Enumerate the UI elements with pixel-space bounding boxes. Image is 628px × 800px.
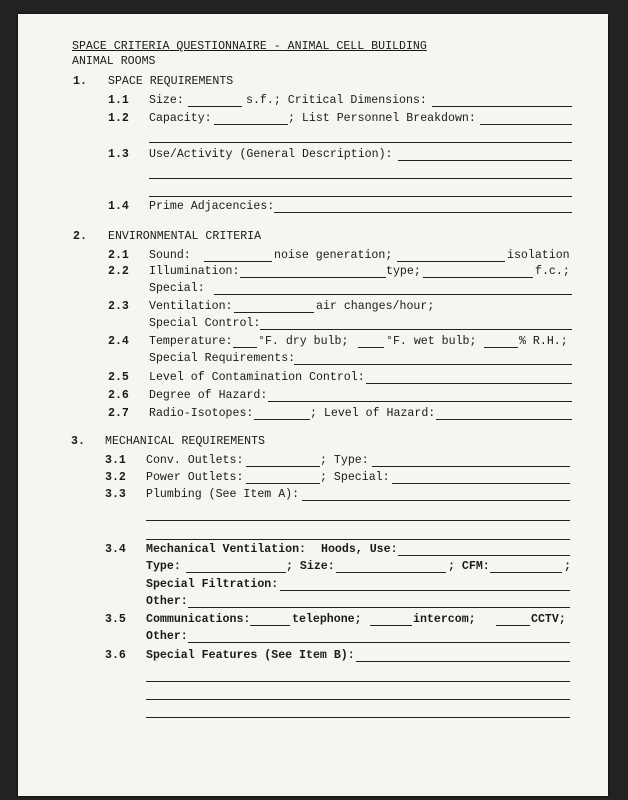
item-1-1-number: 1.1 <box>108 94 129 107</box>
item-3-3-label: Plumbing (See Item A): <box>146 488 300 501</box>
item-3-4-label-b: Hoods, Use: <box>321 543 398 556</box>
hood-size-field[interactable] <box>336 572 446 573</box>
relative-humidity-field[interactable] <box>484 347 518 348</box>
item-3-4-label-g: Special Filtration: <box>146 578 279 591</box>
item-1-2-label-b: ; List Personnel Breakdown: <box>288 112 476 125</box>
item-2-6-label: Degree of Hazard: <box>149 389 268 402</box>
conv-outlets-field[interactable] <box>246 466 320 467</box>
power-outlets-special-field[interactable] <box>392 483 570 484</box>
special-requirements-field[interactable] <box>294 364 572 365</box>
item-3-5-number: 3.5 <box>105 613 126 626</box>
plumbing-line-2[interactable] <box>146 520 570 521</box>
special-features-line-4[interactable] <box>146 717 570 718</box>
sound-field[interactable] <box>204 261 272 262</box>
conv-outlets-type-field[interactable] <box>372 466 570 467</box>
document-subtitle: ANIMAL ROOMS <box>72 55 156 68</box>
item-2-3-label: Ventilation: <box>149 300 233 313</box>
item-2-4-label: Temperature: <box>149 335 233 348</box>
cfm-field[interactable] <box>490 572 562 573</box>
power-outlets-field[interactable] <box>246 483 320 484</box>
hood-type-field[interactable] <box>186 572 286 573</box>
special-filtration-field[interactable] <box>280 590 570 591</box>
item-3-4-label-h: Other: <box>146 595 188 608</box>
use-activity-line-2[interactable] <box>149 178 572 179</box>
item-3-4-label: Mechanical Ventilation: <box>146 543 307 556</box>
item-3-5-label-e: Other: <box>146 630 188 643</box>
ventilation-field[interactable] <box>234 312 314 313</box>
cctv-field[interactable] <box>496 625 530 626</box>
telephone-field[interactable] <box>250 625 290 626</box>
hoods-use-field[interactable] <box>398 555 570 556</box>
item-2-3-label-c: Special Control: <box>149 317 261 330</box>
plumbing-field[interactable] <box>302 500 570 501</box>
item-2-4-label-b: °F. dry bulb; <box>258 335 349 348</box>
critical-dimensions-field[interactable] <box>432 106 572 107</box>
item-2-4-label-c: °F. wet bulb; <box>386 335 477 348</box>
item-3-5-label: Communications: <box>146 613 251 626</box>
use-activity-line-3[interactable] <box>149 196 572 197</box>
special-features-field[interactable] <box>356 661 570 662</box>
item-2-1-label-b: noise generation; <box>274 249 393 262</box>
item-2-5-number: 2.5 <box>108 371 129 384</box>
level-of-hazard-field[interactable] <box>436 419 572 420</box>
item-3-4-label-c: Type: <box>146 560 181 573</box>
contamination-control-field[interactable] <box>366 383 572 384</box>
item-3-4-label-d: ; Size: <box>286 560 335 573</box>
item-3-5-label-d: CCTV; <box>531 613 566 626</box>
section-2-title: ENVIRONMENTAL CRITERIA <box>108 230 262 243</box>
item-1-3-label: Use/Activity (General Description): <box>149 148 393 161</box>
item-1-4-label: Prime Adjacencies: <box>149 200 275 213</box>
item-3-2-label: Power Outlets: <box>146 471 244 484</box>
item-2-3-number: 2.3 <box>108 300 129 313</box>
item-2-5-label: Level of Contamination Control: <box>149 371 365 384</box>
item-2-6-number: 2.6 <box>108 389 129 402</box>
communications-other-field[interactable] <box>188 642 570 643</box>
item-2-2-label-d: Special: <box>149 282 205 295</box>
capacity-field[interactable] <box>214 124 288 125</box>
item-2-7-number: 2.7 <box>108 407 129 420</box>
special-control-field[interactable] <box>260 329 572 330</box>
item-3-4-number: 3.4 <box>105 543 126 556</box>
item-3-4-label-e: ; CFM: <box>448 560 490 573</box>
wet-bulb-field[interactable] <box>358 347 384 348</box>
special-features-line-2[interactable] <box>146 681 570 682</box>
item-1-4-number: 1.4 <box>108 200 129 213</box>
section-2-number: 2. <box>73 230 87 243</box>
size-field[interactable] <box>188 106 242 107</box>
item-2-1-label: Sound: <box>149 249 191 262</box>
item-2-4-number: 2.4 <box>108 335 129 348</box>
section-1-number: 1. <box>73 75 87 88</box>
item-2-4-label-e: Special Requirements: <box>149 352 296 365</box>
illumination-type-field[interactable] <box>423 277 533 278</box>
degree-of-hazard-field[interactable] <box>268 401 572 402</box>
section-3-number: 3. <box>71 435 85 448</box>
document-page <box>18 14 608 796</box>
item-2-2-number: 2.2 <box>108 265 129 278</box>
item-2-7-label: Radio-Isotopes: <box>149 407 254 420</box>
item-3-1-label-b: ; Type: <box>320 454 369 467</box>
radio-isotopes-field[interactable] <box>254 419 310 420</box>
isolation-field[interactable] <box>397 261 505 262</box>
item-3-5-label-b: telephone; <box>292 613 362 626</box>
item-2-1-label-c: isolation <box>507 249 570 262</box>
personnel-breakdown-line-2[interactable] <box>149 142 572 143</box>
item-1-2-number: 1.2 <box>108 112 129 125</box>
section-1-title: SPACE REQUIREMENTS <box>108 75 234 88</box>
item-3-6-label: Special Features (See Item B): <box>146 649 355 662</box>
illumination-field[interactable] <box>240 277 386 278</box>
item-2-4-label-d: % R.H.; <box>519 335 568 348</box>
prime-adjacencies-field[interactable] <box>274 212 572 213</box>
item-3-2-number: 3.2 <box>105 471 126 484</box>
intercom-field[interactable] <box>370 625 412 626</box>
item-2-2-label-c: f.c.; <box>535 265 570 278</box>
item-3-5-label-c: intercom; <box>413 613 476 626</box>
item-2-2-label: Illumination: <box>149 265 240 278</box>
dry-bulb-field[interactable] <box>233 347 257 348</box>
plumbing-line-3[interactable] <box>146 539 570 540</box>
document-title: SPACE CRITERIA QUESTIONNAIRE - ANIMAL CELL BUILDING <box>72 40 427 53</box>
item-3-1-label: Conv. Outlets: <box>146 454 244 467</box>
item-3-6-number: 3.6 <box>105 649 126 662</box>
item-2-7-label-b: ; Level of Hazard: <box>310 407 436 420</box>
item-2-3-label-b: air changes/hour; <box>316 300 435 313</box>
item-3-3-number: 3.3 <box>105 488 126 501</box>
item-1-2-label: Capacity: <box>149 112 212 125</box>
item-1-1-label: Size: <box>149 94 184 107</box>
item-2-2-label-b: type; <box>386 265 421 278</box>
use-activity-field[interactable] <box>398 160 572 161</box>
special-features-line-3[interactable] <box>146 699 570 700</box>
item-3-2-label-b: ; Special: <box>320 471 390 484</box>
section-3-title: MECHANICAL REQUIREMENTS <box>105 435 266 448</box>
item-1-3-number: 1.3 <box>108 148 129 161</box>
personnel-breakdown-field[interactable] <box>480 124 572 125</box>
item-1-1-label-b: s.f.; Critical Dimensions: <box>246 94 427 107</box>
illumination-special-field[interactable] <box>214 294 572 295</box>
ventilation-other-field[interactable] <box>188 607 570 608</box>
item-3-4-label-f: ; <box>564 560 571 573</box>
item-3-1-number: 3.1 <box>105 454 126 467</box>
item-2-1-number: 2.1 <box>108 249 129 262</box>
